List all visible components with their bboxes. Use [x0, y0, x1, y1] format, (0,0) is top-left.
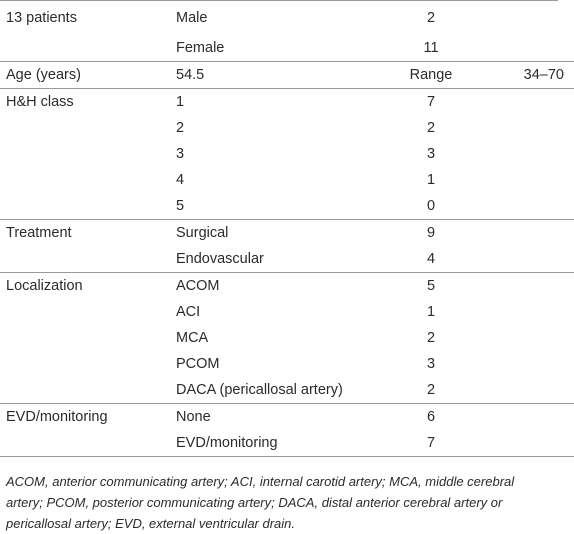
row-value: 2: [426, 10, 436, 26]
table-row: [0, 141, 574, 167]
row-category: ACI: [176, 304, 201, 320]
row-category: Male: [176, 10, 208, 26]
row-extra: [476, 193, 574, 220]
row-value: Range: [386, 62, 476, 89]
row-extra: [476, 325, 574, 351]
table-row: [0, 404, 574, 431]
row-label: Localization: [0, 273, 176, 300]
table-row: [0, 89, 574, 116]
row-label: [0, 299, 176, 325]
row-extra: [476, 167, 574, 193]
row-label: [0, 325, 176, 351]
row-extra: [476, 220, 574, 247]
row-label: [0, 141, 176, 167]
row-value: 1: [426, 304, 436, 320]
row-extra: [476, 377, 574, 404]
row-label: Age (years): [0, 62, 176, 89]
table-row: [0, 193, 574, 220]
row-category: Endovascular: [176, 251, 264, 267]
row-label: EVD/monitoring: [0, 404, 176, 431]
table-row: [0, 246, 574, 273]
patient-characteristics-table: [0, 1, 574, 457]
table-row: [0, 273, 574, 300]
row-category: Female: [176, 40, 225, 56]
row-category: 4: [176, 172, 185, 188]
row-value: 9: [386, 220, 476, 247]
row-value: 6: [386, 404, 476, 431]
row-value: 11: [423, 40, 439, 56]
row-value: 0: [426, 198, 436, 214]
row-value: 1: [426, 172, 436, 188]
row-extra: [476, 115, 574, 141]
table-row: [0, 351, 574, 377]
row-category: ACOM: [176, 273, 386, 300]
table-row: [0, 377, 574, 404]
row-value: 4: [426, 251, 436, 267]
row-value: 3: [426, 356, 436, 372]
table-row: [0, 430, 574, 457]
row-category: None: [176, 404, 386, 431]
row-category: PCOM: [176, 356, 220, 372]
row-category: 5: [176, 198, 185, 214]
row-category: 3: [176, 146, 185, 162]
row-label: [0, 193, 176, 220]
table-row: [0, 35, 574, 62]
row-extra: [476, 299, 574, 325]
row-extra: [476, 1, 574, 35]
row-extra: [476, 89, 574, 116]
table-row: [0, 325, 574, 351]
row-value: 7: [386, 89, 476, 116]
row-extra: [476, 404, 574, 431]
row-label: [0, 35, 176, 62]
row-value: 5: [386, 273, 476, 300]
table-row: [0, 167, 574, 193]
table-body: [0, 1, 574, 457]
row-extra: 34–70: [476, 62, 574, 89]
table-row: [0, 299, 574, 325]
row-label: [0, 246, 176, 273]
table-row: [0, 62, 574, 89]
row-category: Surgical: [176, 220, 386, 247]
row-label: [0, 115, 176, 141]
row-label: [0, 377, 176, 404]
row-category: EVD/monitoring: [176, 430, 386, 457]
row-extra: [476, 351, 574, 377]
row-value: 3: [426, 146, 436, 162]
row-label: H&H class: [0, 89, 176, 116]
row-label: [0, 167, 176, 193]
row-category: MCA: [176, 330, 209, 346]
row-value: 2: [426, 382, 436, 398]
row-category: 54.5: [176, 62, 386, 89]
table-row: [0, 220, 574, 247]
row-extra: [476, 273, 574, 300]
row-label: 13 patients: [6, 10, 77, 26]
table-footnote: ACOM, anterior communicating artery; ACI, internal carotid artery; MCA, middle cerebral artery; PCOM, posterior communicating artery; DACA, distal anterior cerebral artery or pericallosal artery; EVD, external ventricular drain.: [6, 474, 515, 531]
row-value: 7: [386, 430, 476, 457]
row-label: [0, 351, 176, 377]
row-category: DACA (pericallosal artery): [176, 382, 343, 398]
row-value: 2: [426, 330, 436, 346]
row-category: 2: [176, 120, 185, 136]
row-extra: [476, 246, 574, 273]
row-label: Treatment: [0, 220, 176, 247]
row-value: 2: [426, 120, 436, 136]
row-category: 1: [176, 89, 386, 116]
row-extra: [476, 141, 574, 167]
row-extra: [476, 430, 574, 457]
table-row: [0, 115, 574, 141]
row-extra: [476, 35, 574, 62]
table-row: [0, 1, 574, 35]
row-label: [0, 430, 176, 457]
